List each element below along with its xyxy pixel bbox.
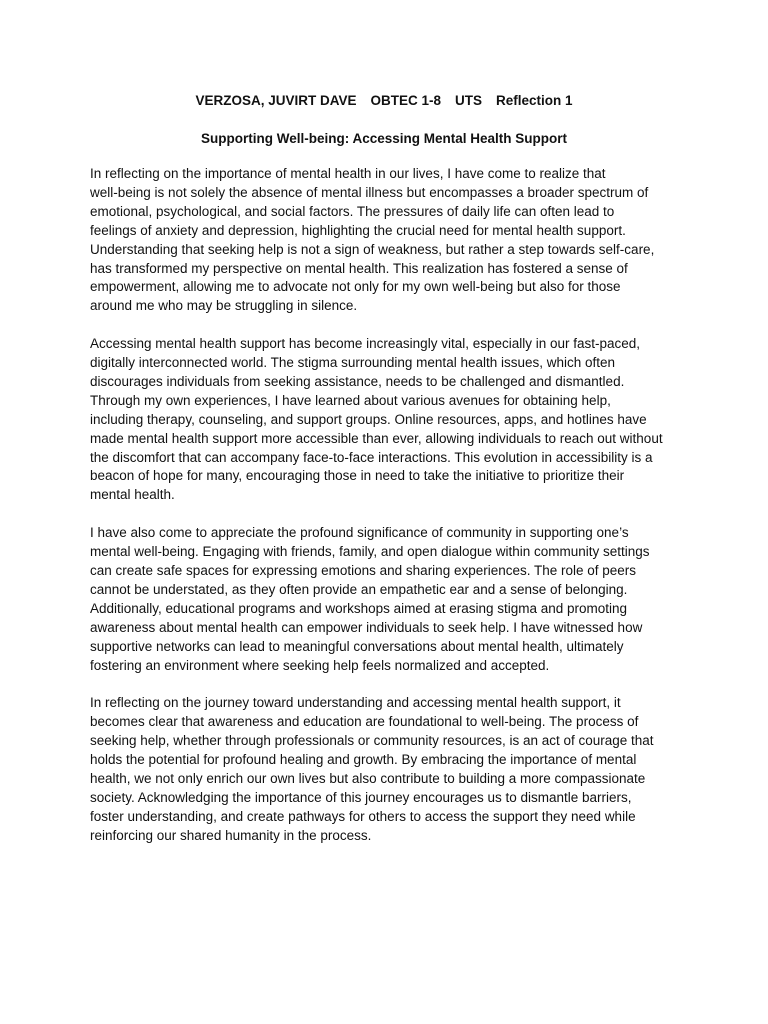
paragraph-line: can create safe spaces for expressing emotions and sharing experiences. The role of peers xyxy=(90,563,637,578)
paragraph-line: around me who may be struggling in silence. xyxy=(90,298,358,314)
paragraph-line: mental well-being. Engaging with friends, family, and open dialogue within community settings xyxy=(90,544,650,560)
paragraph-line: supportive networks can lead to meaningful conversations about mental health, ultimately xyxy=(90,638,624,654)
paragraph-line: society. Acknowledging the importance of this journey encourages us to dismantle barriers, xyxy=(90,789,632,805)
paragraph-line: fostering an environment where seeking help feels normalized and accepted. xyxy=(90,657,550,673)
paragraph-line: In reflecting on the journey toward understanding and accessing mental health support, it xyxy=(90,695,621,711)
paragraph-line: well-being is not solely the absence of mental illness but encompasses a broader spectrum of xyxy=(90,184,649,200)
paragraph-line: Through my own experiences, I have learned about various avenues for obtaining help, xyxy=(90,392,611,408)
paragraph-line: mental health. xyxy=(90,487,175,503)
paragraph-line: I have also come to appreciate the profound significance of community in supporting one’s xyxy=(90,525,629,541)
paragraph-3 xyxy=(90,524,680,675)
paragraph-line: made mental health support more accessible than ever, allowing individuals to reach out without xyxy=(90,430,663,446)
paragraph-line: seeking help, whether through professionals or community resources, is an act of courage that xyxy=(90,733,654,749)
paragraph-line: the discomfort that can accompany face-to-face interactions. This evolution in accessibility is a xyxy=(90,449,653,465)
paragraph-line: has transformed my perspective on mental health. This realization has fostered a sense of xyxy=(90,260,628,276)
section-code: OBTEC 1-8 xyxy=(370,93,441,108)
paragraph-line: digitally interconnected world. The stigma surrounding mental health issues, which often xyxy=(90,355,616,371)
assignment-label: Reflection 1 xyxy=(496,93,573,108)
paragraph-line: awareness about mental health can empower individuals to seek help. I have witnessed how xyxy=(90,619,643,635)
document-title: Supporting Well-being: Accessing Mental Health Support xyxy=(200,131,568,146)
paragraph-line: discourages individuals from seeking assistance, needs to be challenged and dismantled. xyxy=(90,373,625,389)
paragraph-line: emotional, psychological, and social factors. The pressures of daily life can often lead to xyxy=(90,203,615,219)
student-name: VERZOSA, JUVIRT DAVE xyxy=(195,93,357,108)
paragraph-line: cannot be understated, as they often provide an empathetic ear and a sense of belonging. xyxy=(90,581,628,597)
paragraph-line: feelings of anxiety and depression, highlighting the crucial need for mental health support. xyxy=(90,222,626,238)
paragraph-line: foster understanding, and create pathways for others to access the support they need while xyxy=(90,808,636,824)
paragraph-line: holds the potential for profound healing and growth. By embracing the importance of mental xyxy=(90,752,637,768)
paragraph-line: In reflecting on the importance of mental health in our lives, I have come to realize that xyxy=(90,166,606,181)
paragraph-line: Understanding that seeking help is not a sign of weakness, but rather a step towards self-care, xyxy=(90,241,655,257)
paragraph-line: including therapy, counseling, and support groups. Online resources, apps, and hotlines have xyxy=(90,411,647,427)
document-body xyxy=(90,165,680,864)
paragraph-line: becomes clear that awareness and education are foundational to well-being. The process of xyxy=(90,714,639,730)
paragraph-line: Accessing mental health support has become increasingly vital, especially in our fast-paced, xyxy=(90,336,641,352)
paragraph-4 xyxy=(90,694,680,845)
paragraph-line: reinforcing our shared humanity in the process. xyxy=(90,827,372,843)
paragraph-line: beacon of hope for many, encouraging those in need to take the initiative to prioritize their xyxy=(90,468,625,484)
paragraph-line: empowerment, allowing me to advocate not only for my own well-being but also for those xyxy=(90,279,621,295)
paragraph-2 xyxy=(90,335,680,505)
term-label: UTS xyxy=(455,93,482,108)
paragraph-1 xyxy=(90,165,680,316)
paragraph-line: Additionally, educational programs and workshops aimed at erasing stigma and promoting xyxy=(90,600,628,616)
paragraph-line: health, we not only enrich our own lives but also contribute to building a more compassionate xyxy=(90,770,646,786)
document-header xyxy=(0,91,768,110)
